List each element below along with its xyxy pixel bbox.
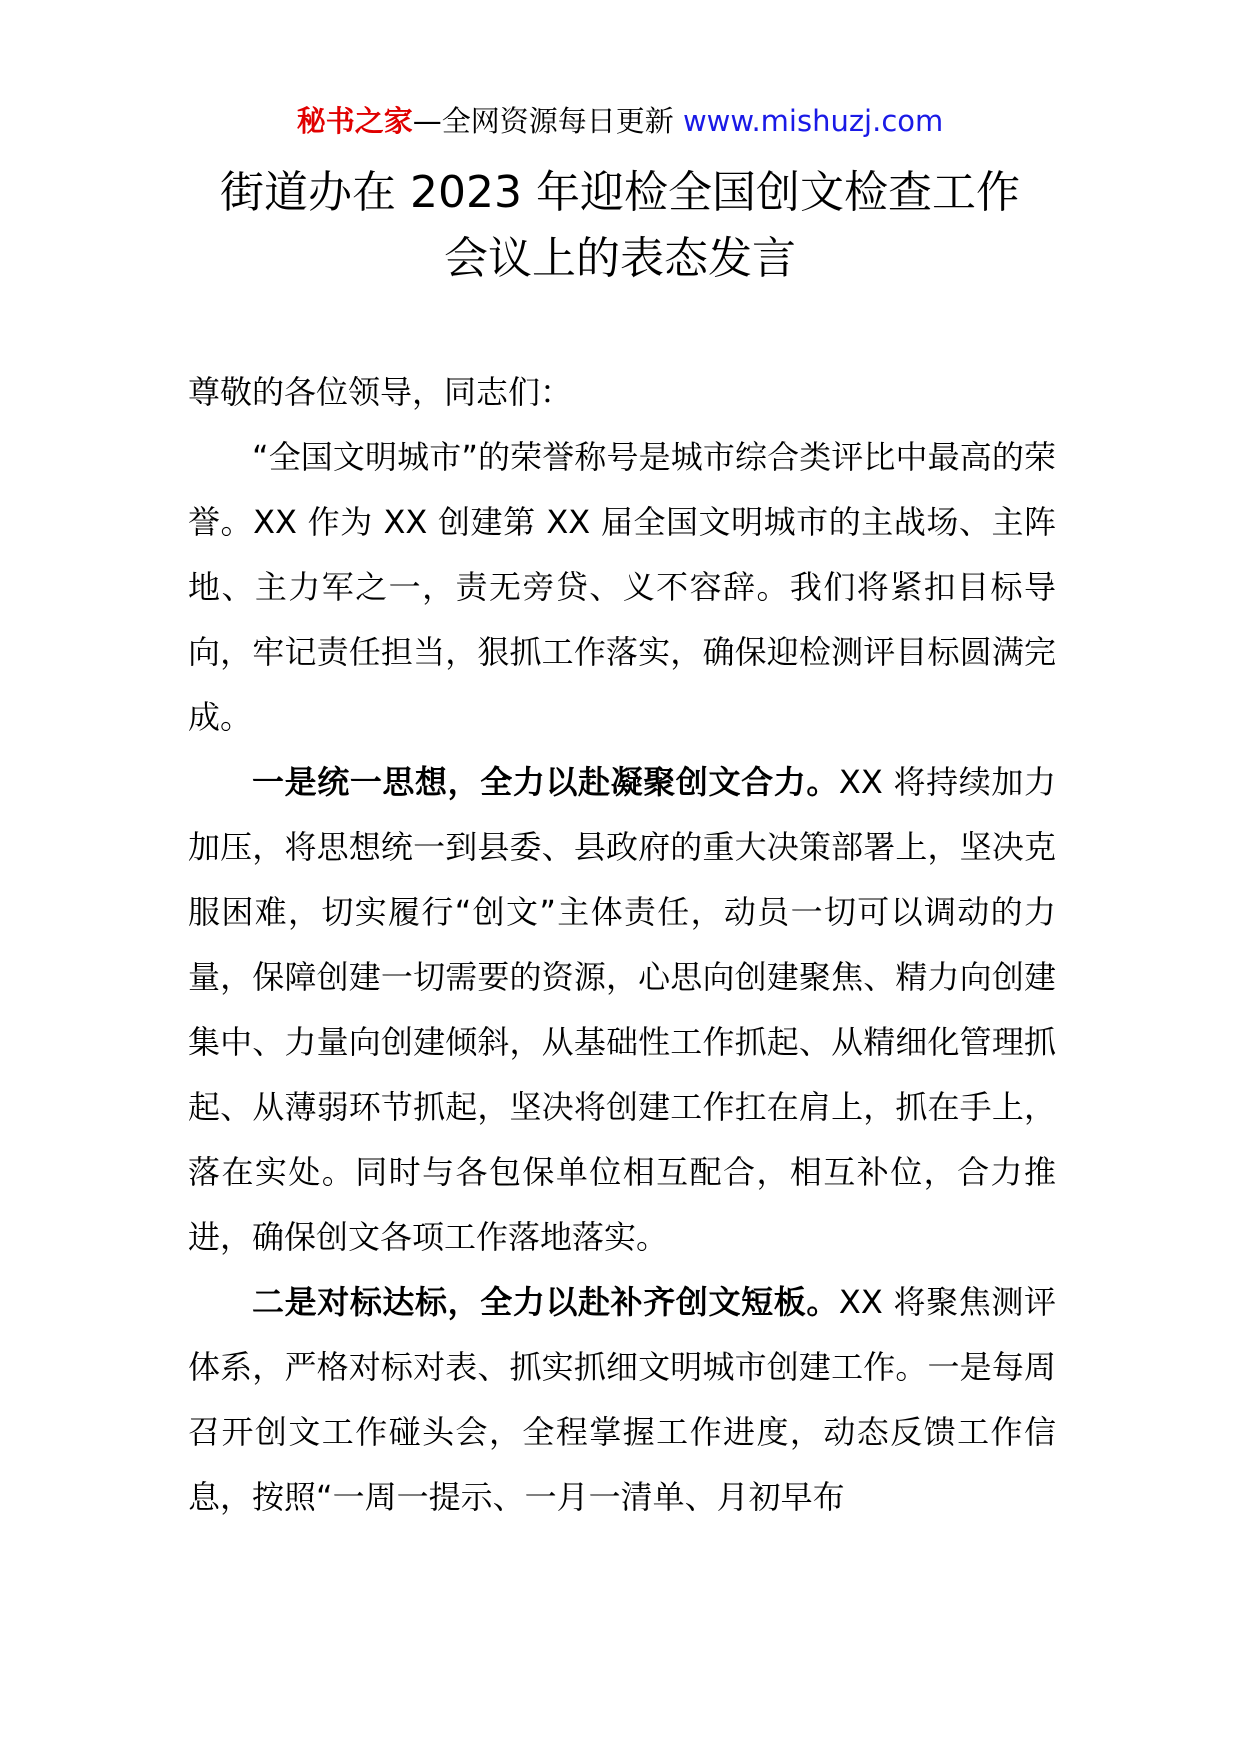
title-line-1: 街道办在 2023 年迎检全国创文检查工作 — [220, 167, 1020, 218]
banner-url-link[interactable]: www.mishuzj.com — [682, 104, 944, 138]
document-title — [100, 160, 1140, 292]
paragraph-2-text: XX 将持续加力加压，将思想统一到县委、县政府的重大决策部署上，坚决克服困难，切实履行“创文”主体责任，动员一切可以调动的力量，保障创建一切需要的资源，心思向创建聚焦、精力向创建集中、力量向创建倾斜，从基础性工作抓起、从精细化管理抓起、从薄弱环节抓起，坚决将创建工作扛在肩上，抓在手上，落在实处。同时与各包保单位相互配合，相互补位，合力推进，确保创文各项工作落地落实。 — [188, 763, 1056, 1256]
paragraph-3-lead: 二是对标达标，全力以赴补齐创文短板。 — [252, 1283, 839, 1321]
paragraph-2 — [188, 750, 1056, 1270]
banner-tagline: —全网资源每日更新 — [412, 104, 683, 138]
paragraph-3 — [188, 1270, 1056, 1530]
paragraph-1-text: “全国文明城市”的荣誉称号是城市综合类评比中最高的荣誉。XX 作为 XX 创建第 XX 届全国文明城市的主战场、主阵地、主力军之一，责无旁贷、义不容辞。我们将紧扣目标导向，牢记责任担当，狠抓工作落实，确保迎检测评目标圆满完成。 — [188, 438, 1056, 736]
title-line-2: 会议上的表态发言 — [444, 233, 796, 284]
paragraph-1 — [188, 425, 1056, 750]
salutation: 尊敬的各位领导，同志们： — [188, 373, 573, 411]
document-body — [188, 360, 1056, 1530]
paragraph-3-text: XX 将聚焦测评体系，严格对标对表、抓实抓细文明城市创建工作。一是每周召开创文工作碰头会，全程掌握工作进度，动态反馈工作信息，按照“一周一提示、一月一清单、月初早布 — [188, 1283, 1056, 1516]
site-banner — [0, 101, 1240, 141]
banner-brand: 秘书之家 — [296, 104, 413, 138]
paragraph-2-lead: 一是统一思想，全力以赴凝聚创文合力。 — [252, 763, 839, 801]
